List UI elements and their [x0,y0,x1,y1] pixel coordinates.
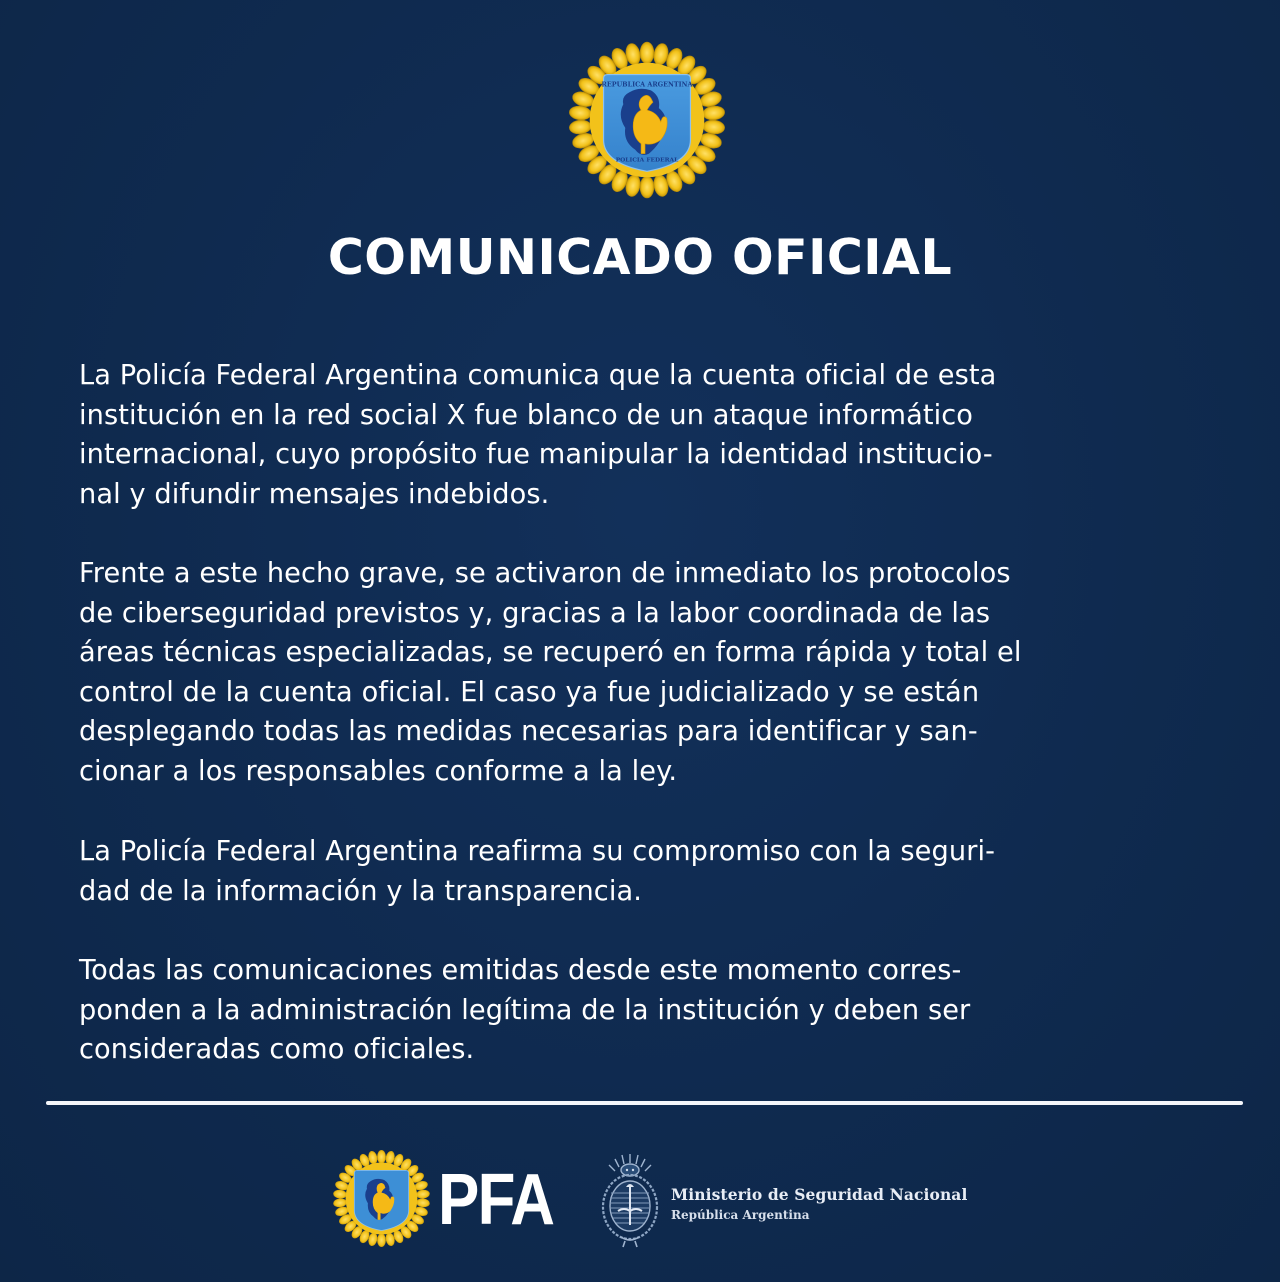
paragraph-1 [79,356,1229,514]
text-line: desplegando todas las medidas necesarias para identificar y san- [79,716,978,748]
svg-text:REPUBLICA ARGENTINA: REPUBLICA ARGENTINA [601,80,693,89]
text-line: ponden a la administración legítima de la institución y deben ser [79,994,971,1026]
text-line: La Policía Federal Argentina reafirma su compromiso con la seguri- [79,836,996,867]
pfa-crest-icon [568,41,726,199]
paragraph-4 [79,951,1229,1070]
argentina-coat-of-arms-icon [599,1151,661,1249]
svg-text:POLICIA FEDERAL: POLICIA FEDERAL [615,156,679,164]
text-line: nal y difundir mensajes indebidos. [79,478,550,510]
footer-divider [46,1101,1243,1105]
ministry-signature [671,1184,967,1224]
pfa-logo-text: PFA [438,1160,554,1240]
page-title: COMUNICADO OFICIAL [327,229,953,286]
country-name: República Argentina [671,1208,810,1222]
paragraph-3 [79,832,1229,911]
text-line: consideradas como oficiales. [79,1034,475,1066]
text-line: dad de la información y la transparencia. [79,875,642,907]
text-line: Todas las comunicaciones emitidas desde este momento corres- [79,955,962,986]
paragraph-2 [79,554,1229,792]
text-line: La Policía Federal Argentina comunica que la cuenta oficial de esta [79,360,997,391]
text-line: áreas técnicas especializadas, se recuperó en forma rápida y total el [79,637,1022,669]
text-line: internacional, cuyo propósito fue manipular la identidad institucio- [79,439,993,471]
pfa-crest-icon [333,1150,430,1247]
text-line: cionar a los responsables conforme a la ley. [79,755,678,787]
text-line: control de la cuenta oficial. El caso ya fue judicializado y se están [79,676,980,708]
text-line: institución en la red social X fue blanco de un ataque informático [79,399,974,431]
text-line: Frente a este hecho grave, se activaron de inmediato los protocolos [79,558,1011,589]
ministry-name: Ministerio de Seguridad Nacional [671,1185,968,1204]
text-line: de ciberseguridad previstos y, gracias a la labor coordinada de las [79,597,991,629]
